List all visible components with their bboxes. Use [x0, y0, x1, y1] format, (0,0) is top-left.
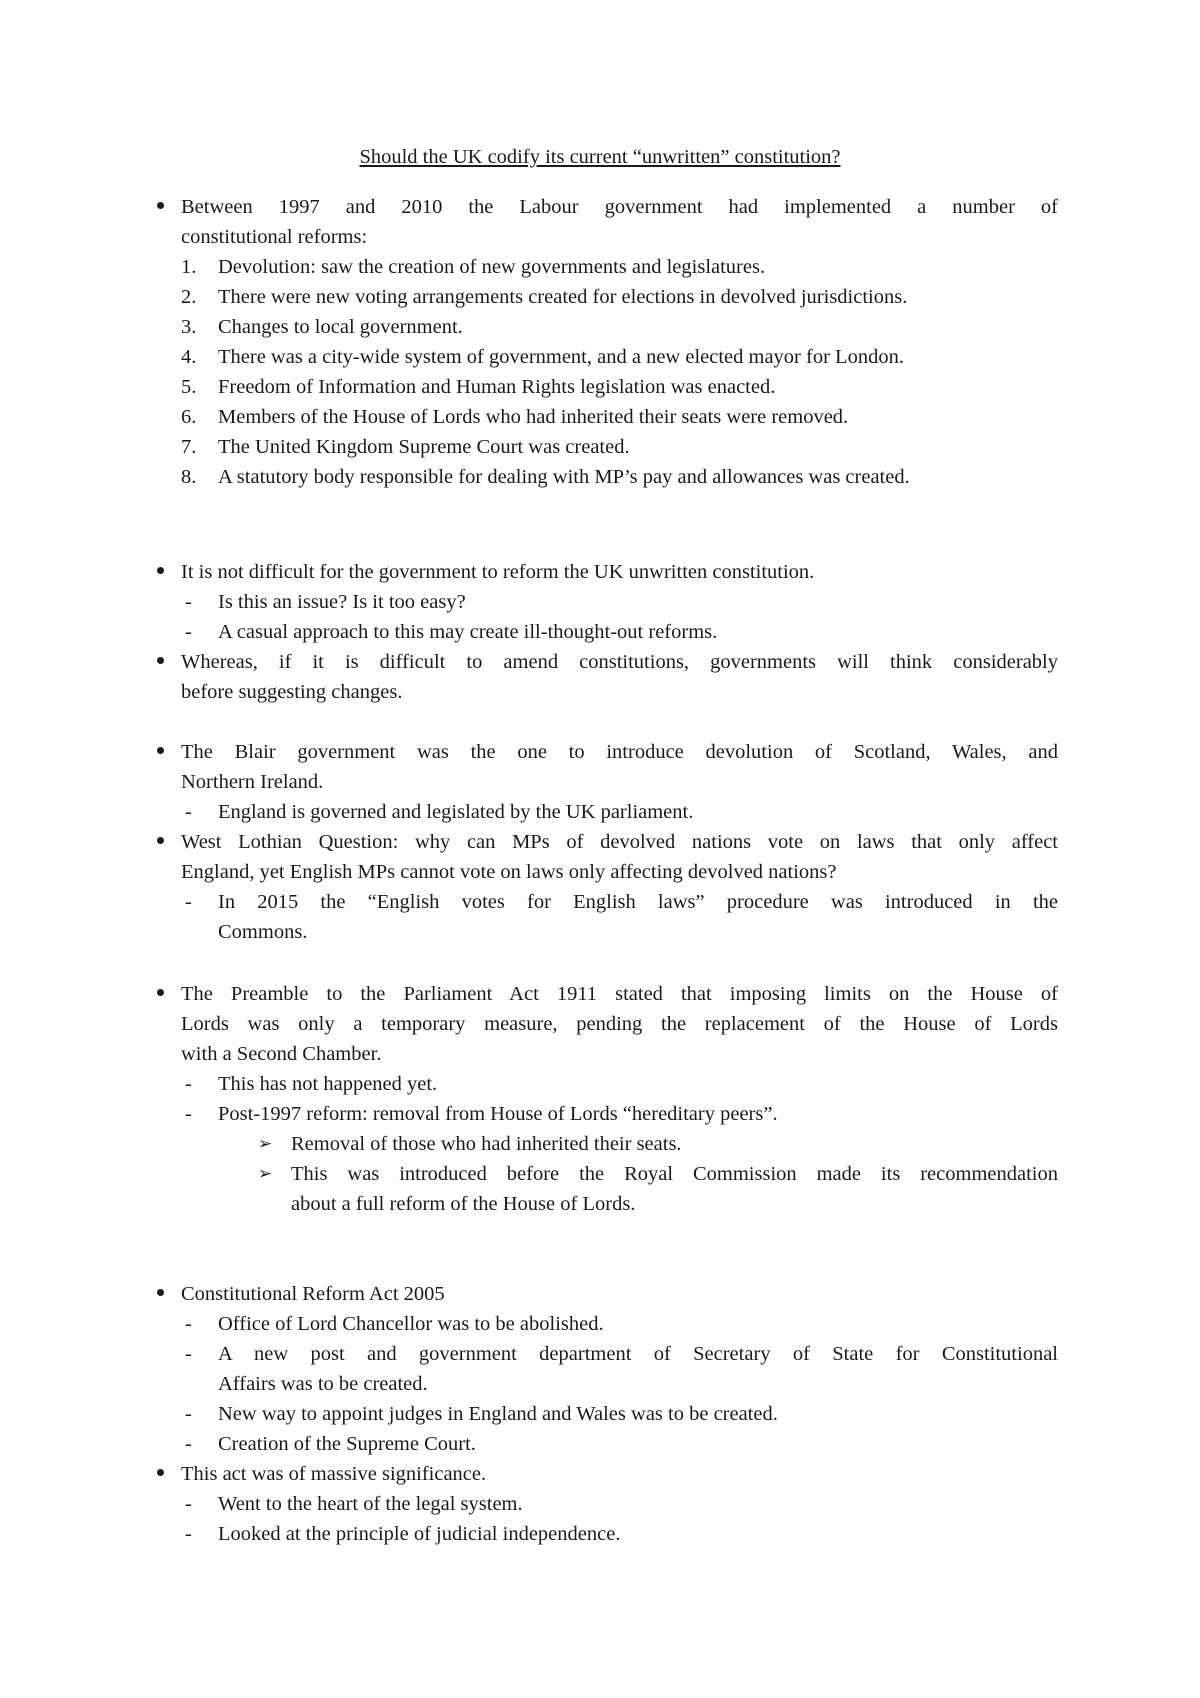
list-number: 8. [181, 466, 197, 488]
sub-item: Creation of the Supreme Court. [218, 1433, 476, 1455]
paragraph-line: Northern Ireland. [181, 771, 324, 793]
sub-item: A new post and government department of Secretary of State for Constitutional [218, 1343, 1058, 1365]
list-number: 7. [181, 436, 197, 458]
bullet [157, 567, 164, 574]
bullet [157, 837, 164, 844]
sub-sub-item: This was introduced before the Royal Commission made its recommendation [291, 1163, 1058, 1185]
paragraph-line: West Lothian Question: why can MPs of devolved nations vote on laws that only affect [181, 831, 1058, 853]
sub-sub-item: about a full reform of the House of Lords. [291, 1193, 636, 1215]
sub-item: A casual approach to this may create ill-thought-out reforms. [218, 621, 718, 643]
dash-marker: - [185, 1343, 192, 1365]
dash-marker: - [185, 1103, 192, 1125]
paragraph-line: The Preamble to the Parliament Act 1911 stated that imposing limits on the House of [181, 983, 1058, 1005]
arrow-bullet-icon: ➢ [258, 1134, 273, 1154]
list-item: There was a city-wide system of government, and a new elected mayor for London. [218, 346, 904, 368]
list-number: 4. [181, 346, 197, 368]
sub-item: England is governed and legislated by the UK parliament. [218, 801, 694, 823]
bullet [157, 202, 164, 209]
list-number: 2. [181, 286, 197, 308]
dash-marker: - [185, 1433, 192, 1455]
list-number: 1. [181, 256, 197, 278]
dash-marker: - [185, 1493, 192, 1515]
sub-sub-item: Removal of those who had inherited their seats. [291, 1133, 682, 1155]
dash-marker: - [185, 1523, 192, 1545]
list-item: Changes to local government. [218, 316, 463, 338]
sub-item: In 2015 the “English votes for English laws” procedure was introduced in the [218, 891, 1058, 913]
list-item: Devolution: saw the creation of new governments and legislatures. [218, 256, 766, 278]
dash-marker: - [185, 1403, 192, 1425]
paragraph-line: Constitutional Reform Act 2005 [181, 1283, 445, 1305]
list-item: Freedom of Information and Human Rights legislation was enacted. [218, 376, 776, 398]
bullet [157, 989, 164, 996]
list-item: A statutory body responsible for dealing with MP’s pay and allowances was created. [218, 466, 910, 488]
paragraph-line: before suggesting changes. [181, 681, 403, 703]
bullet [157, 1289, 164, 1296]
sub-item: Affairs was to be created. [218, 1373, 428, 1395]
paragraph-line: constitutional reforms: [181, 226, 368, 248]
paragraph-line: Whereas, if it is difficult to amend constitutions, governments will think considerably [181, 651, 1058, 673]
sub-item: Commons. [218, 921, 308, 943]
paragraph-line: This act was of massive significance. [181, 1463, 487, 1485]
paragraph-line: It is not difficult for the government to reform the UK unwritten constitution. [181, 561, 815, 583]
list-number: 3. [181, 316, 197, 338]
sub-item: New way to appoint judges in England and Wales was to be created. [218, 1403, 778, 1425]
bullet [157, 1469, 164, 1476]
list-item: The United Kingdom Supreme Court was created. [218, 436, 630, 458]
dash-marker: - [185, 1313, 192, 1335]
list-item: Members of the House of Lords who had inherited their seats were removed. [218, 406, 849, 428]
dash-marker: - [185, 801, 192, 823]
dash-marker: - [185, 591, 192, 613]
dash-marker: - [185, 1073, 192, 1095]
bullet [157, 747, 164, 754]
arrow-bullet-icon: ➢ [258, 1164, 273, 1184]
bullet [157, 657, 164, 664]
sub-item: Looked at the principle of judicial independence. [218, 1523, 621, 1545]
paragraph-line: Lords was only a temporary measure, pending the replacement of the House of Lords [181, 1013, 1058, 1035]
sub-item: Office of Lord Chancellor was to be abolished. [218, 1313, 604, 1335]
paragraph-line: with a Second Chamber. [181, 1043, 382, 1065]
paragraph-line: England, yet English MPs cannot vote on laws only affecting devolved nations? [181, 861, 837, 883]
sub-item: Went to the heart of the legal system. [218, 1493, 523, 1515]
list-item: There were new voting arrangements created for elections in devolved jurisdictions. [218, 286, 908, 308]
document-title: Should the UK codify its current “unwritten” constitution? [359, 146, 841, 168]
paragraph-line: Between 1997 and 2010 the Labour government had implemented a number of [181, 196, 1058, 218]
dash-marker: - [185, 621, 192, 643]
sub-item: This has not happened yet. [218, 1073, 438, 1095]
sub-item: Is this an issue? Is it too easy? [218, 591, 466, 613]
list-number: 6. [181, 406, 197, 428]
dash-marker: - [185, 891, 192, 913]
paragraph-line: The Blair government was the one to introduce devolution of Scotland, Wales, and [181, 741, 1058, 763]
list-number: 5. [181, 376, 197, 398]
sub-item: Post-1997 reform: removal from House of Lords “hereditary peers”. [218, 1103, 778, 1125]
